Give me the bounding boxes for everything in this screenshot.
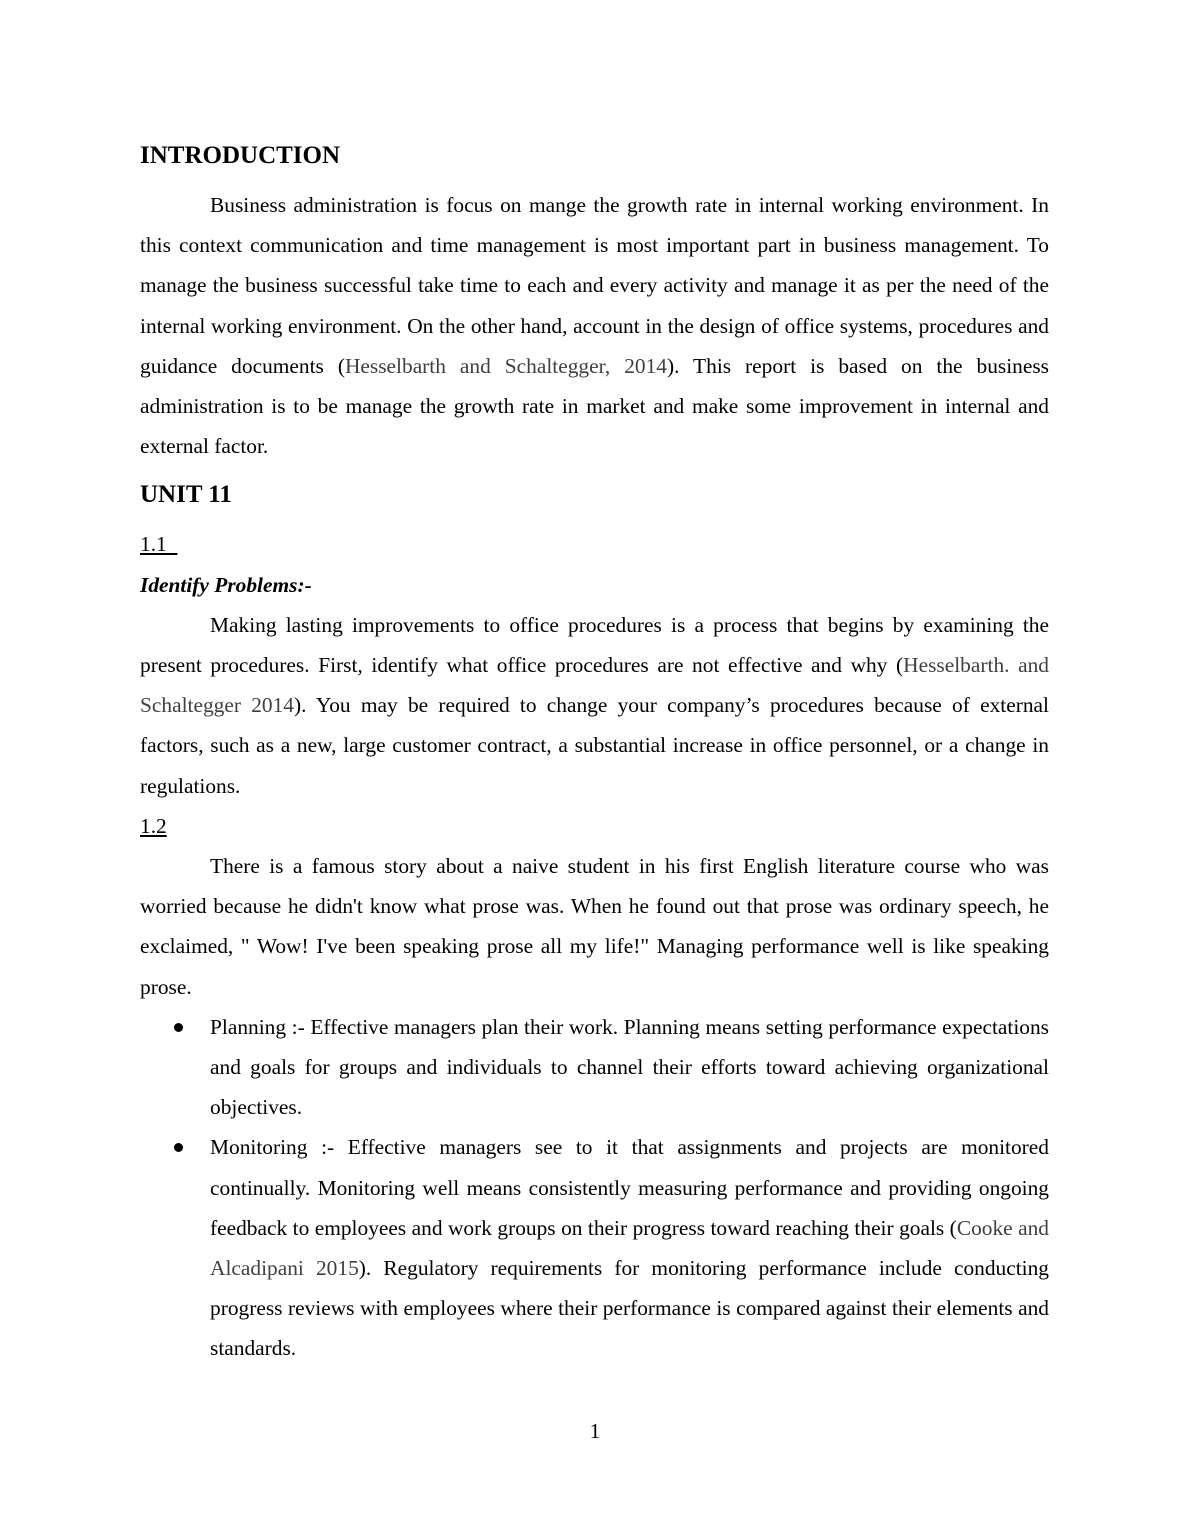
planning-text: Planning :- Effective managers plan their work. Planning means setting performance expectations and goals for groups and individuals to channel their efforts toward achieving organizational objectives.: [210, 1014, 1049, 1120]
identify-problems-subheading: Identify Problems:-: [140, 572, 312, 597]
introduction-text-part-1: Business administration is focus on mange the growth rate in internal working environment. In this context communication and time management is most important part in business management. To manage the business successful take time to each and every activity and manage it as per the need of the internal working environment. On the other hand, account in the design of office systems, procedures and guidance documents (: [140, 193, 1049, 378]
introduction-text-part-2: ). This report is based on the business administration is to be manage the growth rate in market and make some improvement in internal and external factor.: [140, 353, 1049, 459]
citation-hesselbarth-schaltegger-2014: Hesselbarth. and Schaltegger 2014: [140, 653, 1049, 718]
introduction-heading: INTRODUCTION: [140, 142, 341, 169]
monitoring-text-part-1: Monitoring :- Effective managers see to it that assignments and projects are monitored continually. Monitoring well means consistently measuring performance and providing ongoing feedback to employees and work groups on their progress toward reaching their goals (: [210, 1135, 1049, 1240]
page-number: 1: [589, 1419, 601, 1443]
identify-problems-paragraph: [140, 605, 1049, 806]
citation-hesselbarth-schaltegger: Hesselbarth and Schaltegger, 2014: [344, 353, 667, 378]
performance-bullet-list: [140, 1007, 1049, 1369]
document-page: [140, 140, 1049, 1369]
section-number-1-1: 1.1: [140, 532, 178, 557]
citation-cooke-alcadipani: Cooke and Alcadipani 2015: [210, 1215, 1049, 1281]
list-item-monitoring: [140, 1127, 1049, 1368]
section-number-1-2: 1.2: [140, 813, 167, 838]
introduction-paragraph: [140, 185, 1049, 466]
prose-story-paragraph: There is a famous story about a naive student in his first English literature course who was worried because he didn't know what prose was. When he found out that prose was ordinary speech, he exclaimed, " Wow! I've been speaking prose all my life!" Managing performance well is like speaking prose.: [140, 854, 1049, 999]
identify-problems-text-part-2: ). You may be required to change your company’s procedures because of external factors, such as a new, large customer contract, a substantial increase in office personnel, or a change in regulations.: [140, 693, 1049, 798]
monitoring-text-part-2: ). Regulatory requirements for monitoring performance include conducting progress reviews with employees where their performance is compared against their elements and standards.: [210, 1256, 1049, 1361]
list-item-planning: [140, 1007, 1049, 1128]
identify-problems-text-part-1: Making lasting improvements to office procedures is a process that begins by examining the present procedures. First, identify what office procedures are not effective and why (: [140, 612, 1049, 678]
unit-heading: UNIT 11: [140, 481, 232, 509]
bullet-icon: [174, 1023, 183, 1032]
bullet-icon: [174, 1143, 183, 1152]
